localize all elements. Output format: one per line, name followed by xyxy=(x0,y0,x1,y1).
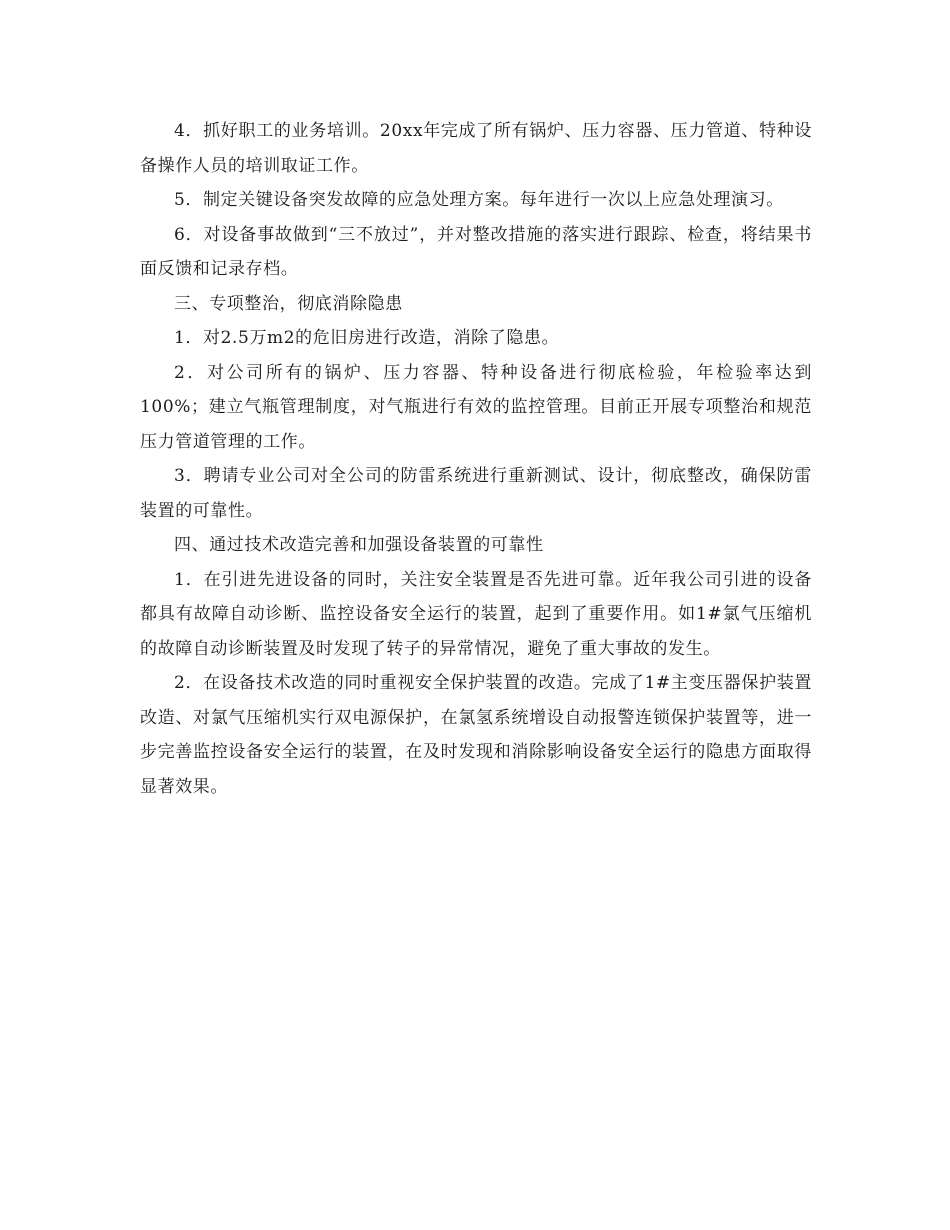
paragraph-item-5-emergency-plan: 5．制定关键设备突发故障的应急处理方案。每年进行一次以上应急处理演习。 xyxy=(174,190,784,210)
paragraph-item-2-protection-upgrade: 2．在设备技术改造的同时重视安全保护装置的改造。完成了1#主变压器保护装置改造、对氯气压缩机实行双电源保护，在氯氢系统增设自动报警连锁保护装置等，进一步完善监控设备安全运行的装置，在及时发现和消除影响设备安全运行的隐患方面取得显著效果。 xyxy=(140,673,812,797)
paragraph-item-3-lightning-protection: 3．聘请专业公司对全公司的防雷系统进行重新测试、设计，彻底整改，确保防雷装置的可靠性。 xyxy=(140,466,812,521)
section-heading-3: 三、专项整治，彻底消除隐患 xyxy=(174,293,403,314)
paragraph-item-2-inspection: 2．对公司所有的锅炉、压力容器、特种设备进行彻底检验，年检验率达到100%；建立气瓶管理制度，对气瓶进行有效的监控管理。目前正开展专项整治和规范压力管道管理的工作。 xyxy=(140,362,812,452)
document-body xyxy=(140,114,812,804)
paragraph-item-1-renovation: 1．对2.5万m2的危旧房进行改造，消除了隐患。 xyxy=(174,328,560,348)
paragraph-item-1-advanced-equipment: 1．在引进先进设备的同时，关注安全装置是否先进可靠。近年我公司引进的设备都具有故障自动诊断、监控设备安全运行的装置，起到了重要作用。如1#氯气压缩机的故障自动诊断装置及时发现了转子的异常情况，避免了重大事故的发生。 xyxy=(140,569,812,659)
paragraph-item-4-training: 4．抓好职工的业务培训。20xx年完成了所有锅炉、压力容器、压力管道、特种设备操作人员的培训取证工作。 xyxy=(140,121,812,176)
paragraph-item-6-accident-handling: 6．对设备事故做到“三不放过”，并对整改措施的落实进行跟踪、检查，将结果书面反馈和记录存档。 xyxy=(140,224,812,279)
section-heading-4: 四、通过技术改造完善和加强设备装置的可靠性 xyxy=(174,535,544,555)
